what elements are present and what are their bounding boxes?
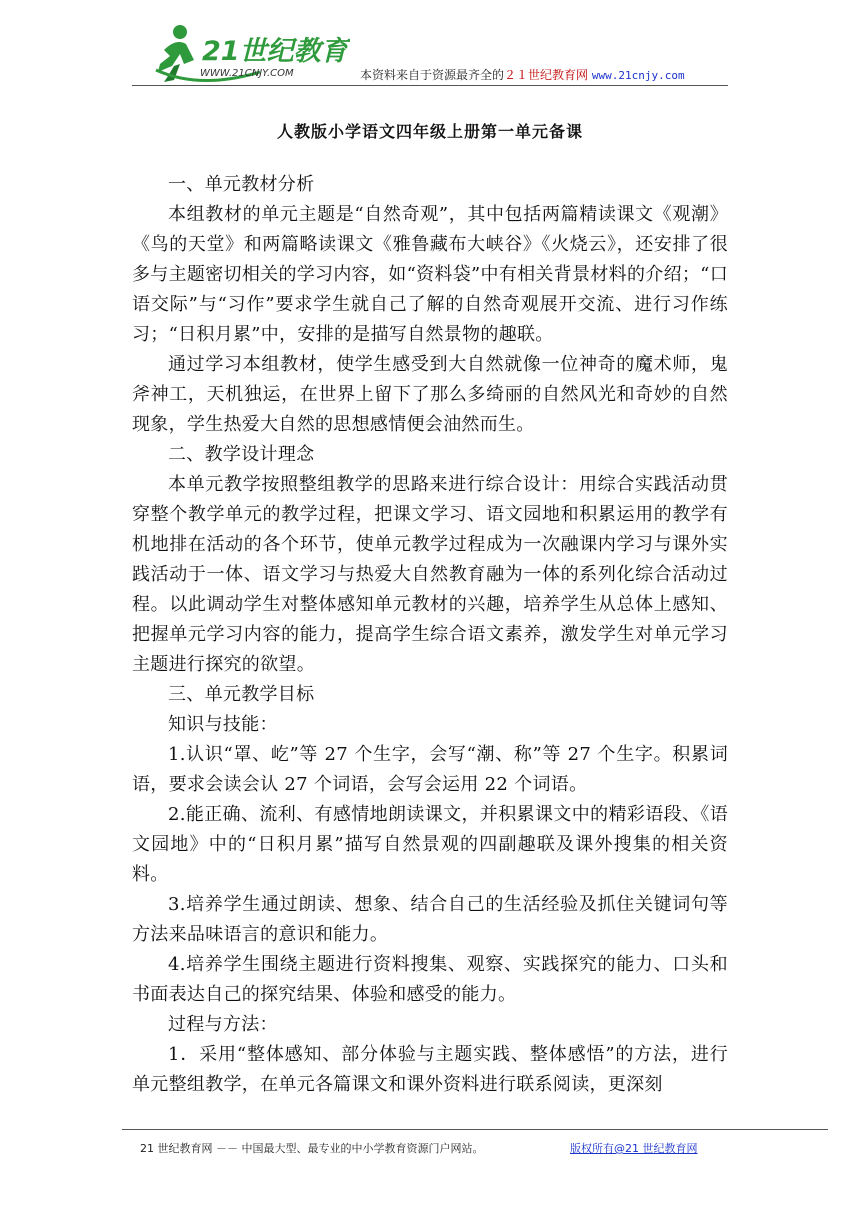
header-note-highlight: ２１世纪教育网 bbox=[504, 68, 589, 82]
body-paragraph: 本单元教学按照整组教学的思路来进行综合设计：用综合实践活动贯穿整个教学单元的教学过程，把课文学习、语文园地和积累运用的教学有机地排在活动的各个环节，使单元教学过程成为一次融课内学习与课外实践活动于一体、语文学习与热爱大自然教育融为一体的系列化综合活动过程。以此调动学生对整体感知单元教材的兴趣，培养学生从总体上感知、把握单元学习内容的能力，提高学生综合语文素养，激发学生对单元学习主题进行探究的欲望。 bbox=[132, 474, 728, 675]
document-body bbox=[132, 170, 728, 1100]
body-paragraph: 通过学习本组教材，使学生感受到大自然就像一位神奇的魔术师，鬼斧神工，天机独运，在世界上留下了那么多绮丽的自然风光和奇妙的自然现象，学生热爱大自然的思想感情便会油然而生。 bbox=[132, 354, 728, 435]
site-logo[interactable] bbox=[150, 20, 350, 88]
header-divider bbox=[132, 85, 728, 86]
section-heading: 一、单元教材分析 bbox=[168, 174, 315, 195]
list-item: 4.培养学生围绕主题进行资料搜集、观察、实践探究的能力、口头和书面表达自己的探究结果、体验和感受的能力。 bbox=[132, 954, 728, 1005]
body-paragraph: 本组教材的单元主题是“自然奇观”，其中包括两篇精读课文《观潮》《鸟的天堂》和两篇略读课文《雅鲁藏布大峡谷》《火烧云》，还安排了很多与主题密切相关的学习内容，如“资料袋”中有相关背景材料的介绍；“口语交际”与“习作”要求学生就自己了解的自然奇观展开交流、进行习作练习；“日积月累”中，安排的是描写自然景物的趣联。 bbox=[132, 204, 728, 345]
subheading: 过程与方法： bbox=[168, 1014, 278, 1035]
list-item: 1.认识“罩、屹”等 27 个生字，会写“潮、称”等 27 个生字。积累词语，要求会读会认 27 个词语，会写会运用 22 个词语。 bbox=[132, 744, 728, 795]
footer-text: 21 世纪教育网 －－ 中国最大型、最专业的中小学教育资源门户网站。 bbox=[140, 1142, 484, 1155]
list-item: 1．采用“整体感知、部分体验与主题实践、整体感悟”的方法，进行单元整组教学，在单元各篇课文和课外资料进行联系阅读，更深刻 bbox=[132, 1044, 728, 1095]
list-item: 2.能正确、流利、有感情地朗读课文，并积累课文中的精彩语段、《语文园地》中的“日积月累”描写自然景观的四副趣联及课外搜集的相关资料。 bbox=[132, 804, 728, 885]
list-item: 3.培养学生通过朗读、想象、结合自己的生活经验及抓住关键词句等方法来品味语言的意识和能力。 bbox=[132, 894, 728, 945]
logo-figure-head bbox=[173, 25, 187, 39]
document-title: 人教版小学语文四年级上册第一单元备课 bbox=[276, 122, 583, 141]
header-note-prefix: 本资料来自于资源最齐全的 bbox=[360, 68, 505, 82]
header-note bbox=[360, 66, 685, 83]
footer-copyright-link[interactable]: 版权所有@21 世纪教育网 bbox=[570, 1142, 698, 1155]
header-site-link[interactable]: www.21cnjy.com bbox=[591, 69, 685, 82]
subheading: 知识与技能： bbox=[168, 714, 278, 735]
footer-divider bbox=[122, 1129, 828, 1130]
logo-url: WWW.21CNJY.COM bbox=[200, 68, 294, 79]
logo-text: 21世纪教育 bbox=[202, 36, 348, 67]
section-heading: 三、单元教学目标 bbox=[168, 684, 315, 705]
page-header bbox=[0, 0, 860, 100]
section-heading: 二、教学设计理念 bbox=[168, 444, 315, 465]
